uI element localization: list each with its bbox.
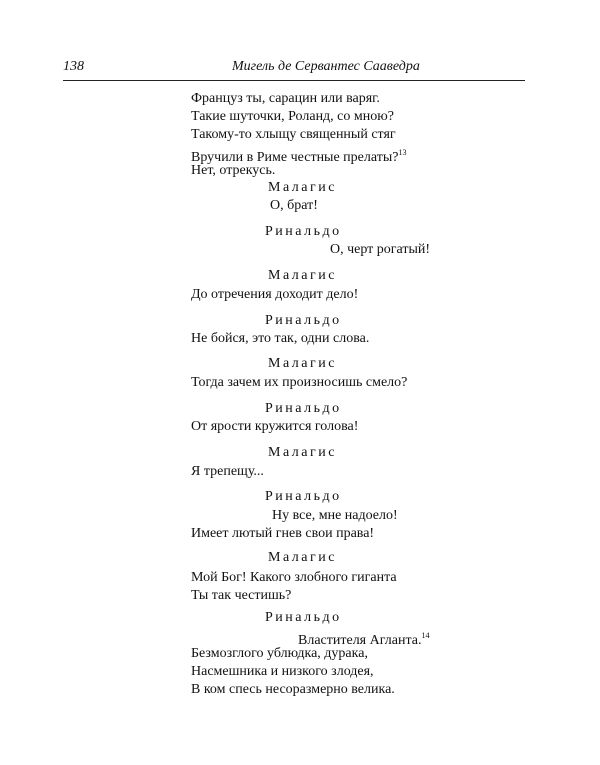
line-text: Имеет лютый гнев свои права! xyxy=(191,526,375,541)
line-text: Малагис xyxy=(268,180,337,195)
speaker-name xyxy=(268,444,337,462)
verse-line xyxy=(191,330,369,348)
speaker-name xyxy=(265,609,342,627)
verse-line xyxy=(191,587,291,605)
line-text: Ринальдо xyxy=(265,224,342,239)
speaker-name xyxy=(265,488,342,506)
verse-line xyxy=(272,507,398,525)
line-text: Малагис xyxy=(268,550,337,565)
line-text: От ярости кружится голова! xyxy=(191,419,359,434)
page-number: 138 xyxy=(63,59,84,74)
line-text: Такому-то хлыщу священный стяг xyxy=(191,127,396,142)
verse-line xyxy=(191,90,380,108)
verse-line xyxy=(191,569,397,587)
line-text: О, брат! xyxy=(270,198,318,213)
verse-line xyxy=(191,126,396,144)
verse-line xyxy=(191,374,407,392)
line-text: Ринальдо xyxy=(265,610,342,625)
speaker-name xyxy=(265,223,342,241)
line-text: Тогда зачем их произносишь смело? xyxy=(191,375,408,390)
line-text: Такие шуточки, Роланд, со мною? xyxy=(191,109,394,124)
header-rule xyxy=(63,80,525,81)
line-text: Вручили в Риме честные прелаты? xyxy=(191,150,399,165)
verse-line xyxy=(191,286,358,304)
footnote-marker: 14 xyxy=(421,631,430,640)
line-text: Ринальдо xyxy=(265,401,342,416)
line-text: Властителя Агланта. xyxy=(298,633,422,648)
speaker-name xyxy=(268,549,337,567)
verse-line xyxy=(330,241,430,259)
footnote-marker: 13 xyxy=(398,148,407,157)
speaker-name xyxy=(268,355,337,373)
line-text: До отречения доходит дело! xyxy=(191,287,359,302)
line-text: Ты так честишь? xyxy=(191,588,292,603)
verse-line xyxy=(191,162,275,180)
speaker-name xyxy=(265,400,342,418)
speaker-name xyxy=(268,179,337,197)
verse-line xyxy=(270,197,318,215)
line-text: Ну все, мне надоело! xyxy=(272,508,398,523)
line-text: Безмозглого ублюдка, дурака, xyxy=(191,646,368,661)
line-text: Мой Бог! Какого злобного гиганта xyxy=(191,570,397,585)
line-text: В ком спесь несоразмерно велика. xyxy=(191,682,395,697)
running-title: Мигель де Сервантес Сааведра xyxy=(232,59,420,74)
line-text: Француз ты, сарацин или варяг. xyxy=(191,91,380,106)
verse-line xyxy=(191,108,394,126)
verse-line xyxy=(191,645,368,663)
line-text: Малагис xyxy=(268,356,337,371)
line-text: О, черт рогатый! xyxy=(330,242,431,257)
verse-line xyxy=(191,663,374,681)
line-text: Малагис xyxy=(268,268,337,283)
verse-line xyxy=(191,463,264,481)
line-text: Малагис xyxy=(268,445,337,460)
line-text: Не бойся, это так, одни слова. xyxy=(191,331,370,346)
line-text: Я трепещу... xyxy=(191,464,264,479)
line-text: Ринальдо xyxy=(265,489,342,504)
verse-line xyxy=(191,525,374,543)
line-text: Насмешника и низкого злодея, xyxy=(191,664,374,679)
speaker-name xyxy=(268,267,337,285)
verse-line xyxy=(191,418,358,436)
speaker-name xyxy=(265,312,342,330)
line-text: Нет, отрекусь. xyxy=(191,163,276,178)
line-text: Ринальдо xyxy=(265,313,342,328)
verse-line xyxy=(191,681,395,699)
